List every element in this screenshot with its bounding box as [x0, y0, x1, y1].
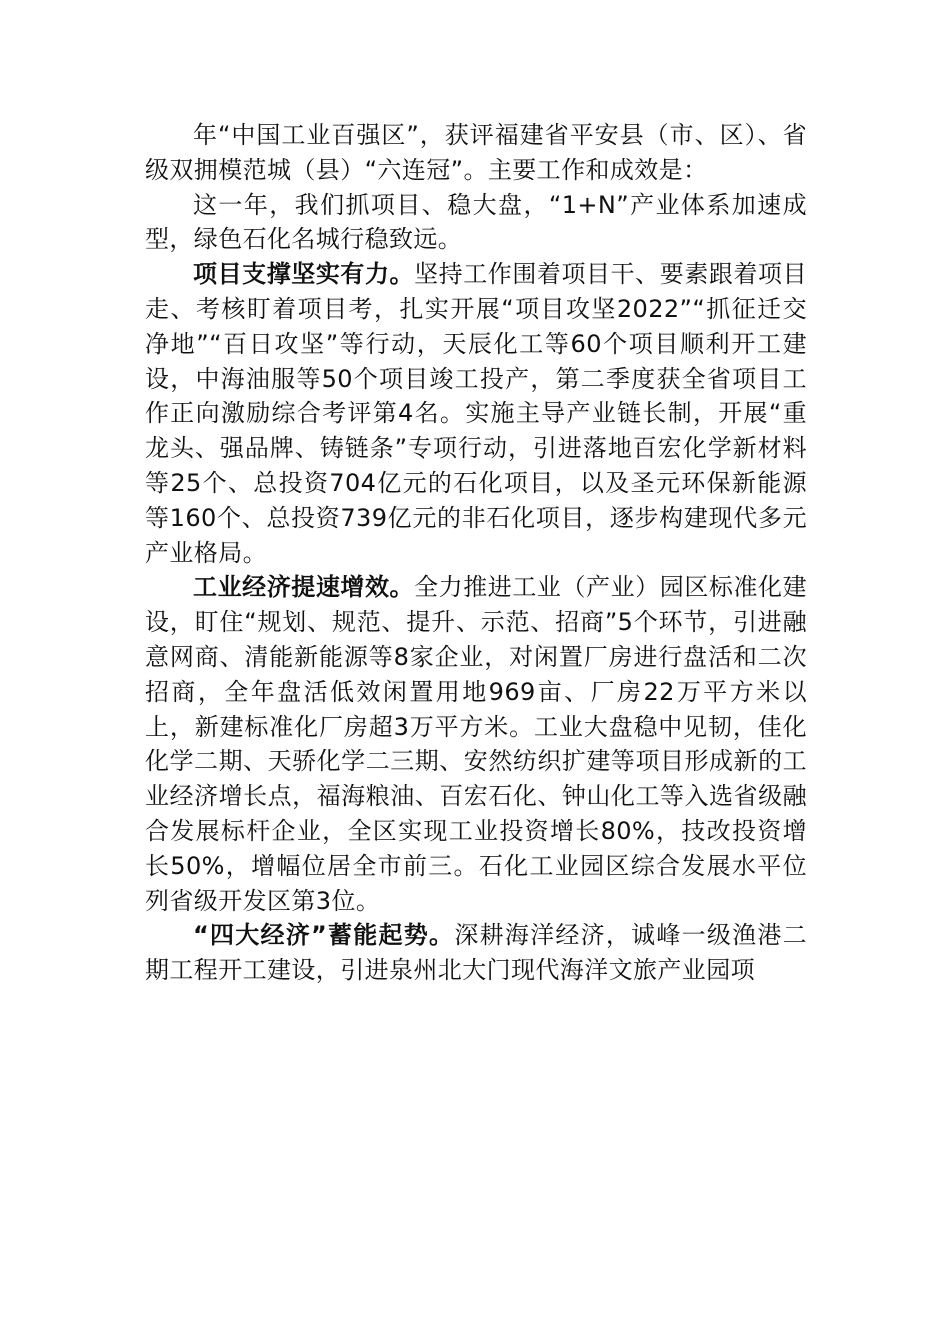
paragraph-2	[145, 188, 807, 258]
paragraph-4	[145, 570, 807, 918]
paragraph-3-lead: 项目支撑坚实有力。	[193, 260, 415, 289]
paragraph-5	[145, 918, 807, 988]
paragraph-4-lead: 工业经济提速增效。	[193, 573, 415, 602]
paragraph-1-text: 年“中国工业百强区”，获评福建省平安县（市、区）、省级双拥模范城（县）“六连冠”。主要工作和成效是：	[145, 121, 807, 184]
paragraph-3-text: 坚持工作围着项目干、要素跟着项目走、考核盯着项目考，扎实开展“项目攻坚2022”“抓征迁交净地”“百日攻坚”等行动，天辰化工等60个项目顺利开工建设，中海油服等50个项目竣工投产，第二季度获全省项目工作正向激励综合考评第4名。实施主导产业链长制，开展“重龙头、强品牌、铸链条”专项行动，引进落地百宏化学新材料等25个、总投资704亿元的石化项目，以及圣元环保新能源等160个、总投资739亿元的非石化项目，逐步构建现代多元产业格局。	[145, 260, 807, 567]
paragraph-3	[145, 257, 807, 570]
document-page	[145, 118, 807, 988]
paragraph-5-lead: “四大经济”蓄能起势。	[193, 921, 455, 950]
paragraph-2-text: 这一年，我们抓项目、稳大盘，“1+N”产业体系加速成型，绿色石化名城行稳致远。	[145, 190, 807, 254]
paragraph-4-text: 全力推进工业（产业）园区标准化建设，盯住“规划、规范、提升、示范、招商”5个环节，引进融意网商、清能新能源等8家企业，对闲置厂房进行盘活和二次招商，全年盘活低效闲置用地969亩、厂房22万平方米以上，新建标准化厂房超3万平方米。工业大盘稳中见韧，佳化化学二期、天骄化学二三期、安然纺织扩建等项目形成新的工业经济增长点，福海粮油、百宏石化、钟山化工等入选省级融合发展标杆企业，全区实现工业投资增长80%，技改投资增长50%，增幅位居全市前三。石化工业园区综合发展水平位列省级开发区第3位。	[145, 573, 807, 915]
paragraph-1	[145, 118, 807, 188]
paragraph-5-text: 深耕海洋经济，诚峰一级渔港二期工程开工建设，引进泉州北大门现代海洋文旅产业园项	[145, 921, 807, 985]
